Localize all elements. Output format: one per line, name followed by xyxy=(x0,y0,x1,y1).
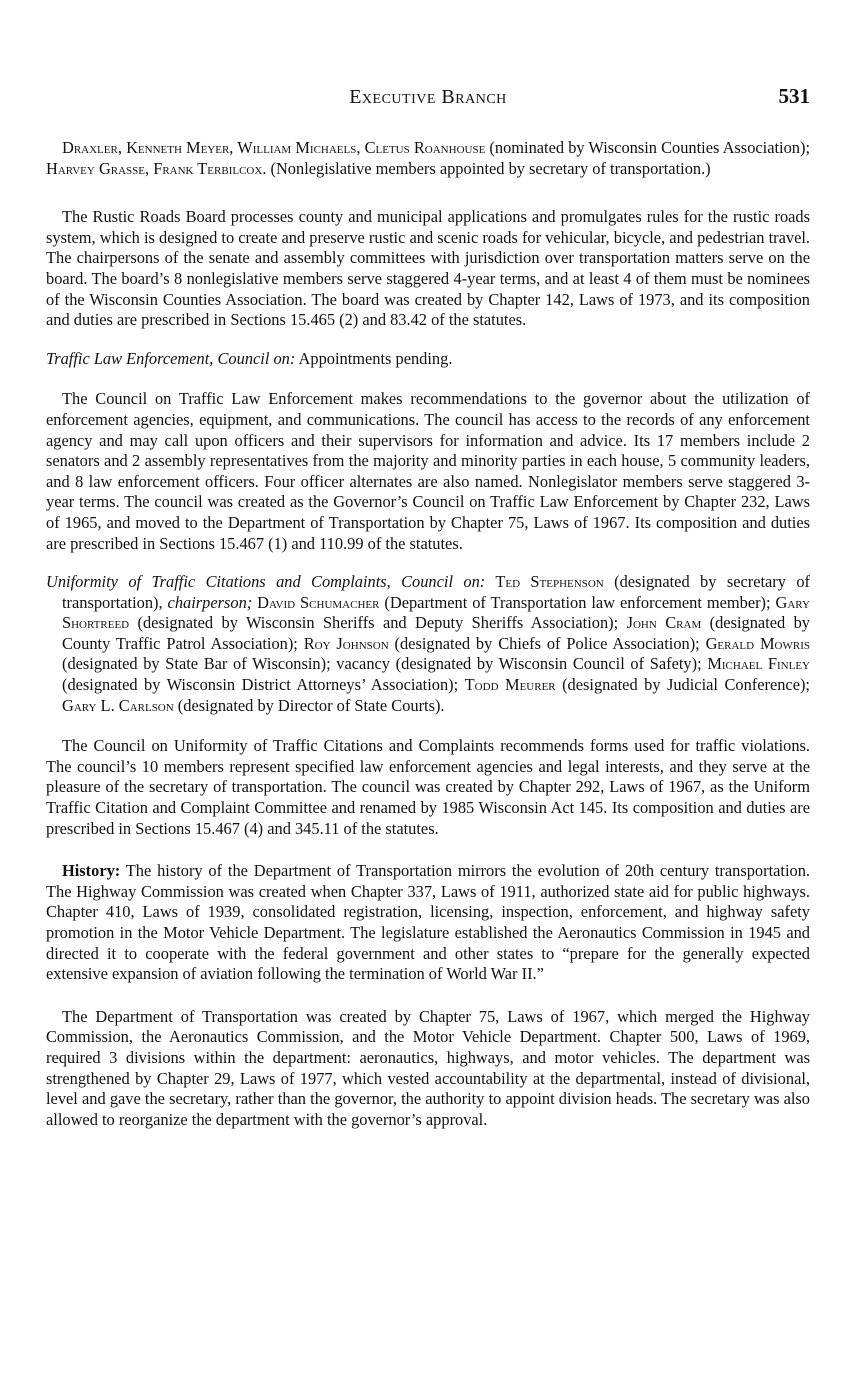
traffic-law-description: The Council on Traffic Law Enforcement makes recommendations to the governor about the utilization of enforcement agencies, equipment, and communications. The council has access to the records of any enforcement agency and may call upon officers and their supervisors for information and advice. Its 17 members include 2 senators and 2 assembly representatives from the majority and minority parties in each house, 5 community leaders, and 8 law enforcement officers. Four officer alternates are also named. Nonlegislator members serve staggered 3-year terms. The council was created as the Governor’s Council on Traffic Law Enforcement by Chapter 232, Laws of 1965, and moved to the Department of Transportation by Chapter 75, Laws of 1967. Its composition and duties are prescribed in Sections 15.467 (1) and 110.99 of the statutes. xyxy=(46,389,810,553)
uniformity-description: The Council on Uniformity of Traffic Citations and Complaints recommends forms used for traffic violations. The council’s 10 members represent specified law enforcement agencies and legal interests, and they serve at the pleasure of the secretary of transportation. The council was created by Chapter 292, Laws of 1967, as the Uniform Traffic Citation and Complaint Committee and renamed by 1985 Wisconsin Act 145. Its composition and duties are prescribed in Sections 15.467 (4) and 345.11 of the statutes. xyxy=(46,736,810,838)
entry-title: Uniformity of Traffic Citations and Complaints, Council on: xyxy=(46,572,486,592)
member-name: Roy Johnson xyxy=(303,633,389,653)
member-name: Todd Meurer xyxy=(464,675,556,695)
member-note: (Department of Transportation law enforcement member); xyxy=(379,592,776,612)
member-name: Gary Shortreed xyxy=(62,592,810,633)
running-header xyxy=(46,86,810,118)
history-label: History: xyxy=(62,861,121,881)
member-note: (designated by Judicial Conference); xyxy=(555,675,810,695)
member-names: Draxler, Kenneth Meyer, William Michaels, Cletus Roanhouse xyxy=(62,138,486,157)
member-name: John Cram xyxy=(626,613,702,633)
member-note: . (Nonlegislative members appointed by secretary of transportation.) xyxy=(262,158,711,178)
member-name: Ted Stephenson xyxy=(485,572,604,592)
member-note: (designated by State Bar of Wisconsin); vacancy (designated by Wisconsin Council of Safety); xyxy=(62,654,708,674)
rustic-roads-description: The Rustic Roads Board processes county and municipal applications and promulgates rules for the rustic roads system, which is designed to create and preserve rustic and scenic roads for vehicular, bicycle, and pedestrian travel. The chairpersons of the senate and assembly committees with jurisdiction over transportation matters serve on the board. The board’s 8 nonlegislative members serve staggered 4-year terms, and at least 4 of them must be nominees of the Wisconsin Counties Association. The board was created by Chapter 142, Laws of 1973, and its composition and duties are prescribed in Sections 15.465 (2) and 83.42 of the statutes. xyxy=(46,207,810,330)
page-number: 531 xyxy=(778,84,810,108)
history-paragraph xyxy=(46,861,810,985)
member-names: Harvey Grasse, Frank Terbilcox xyxy=(46,158,263,178)
chairperson-label: chairperson; xyxy=(167,592,253,612)
entry-title: Traffic Law Enforcement, Council on: xyxy=(46,348,296,368)
member-name: David Schumacher xyxy=(252,592,380,612)
entry-status: Appointments pending. xyxy=(295,348,453,368)
member-note: (designated by Director of State Courts). xyxy=(173,695,445,715)
rustic-roads-members xyxy=(46,138,810,179)
member-name: Michael Finley xyxy=(707,654,810,674)
section-title: Executive Branch xyxy=(349,86,507,108)
member-name: Gary L. Carlson xyxy=(62,695,174,715)
member-note: (designated by Wisconsin Sheriffs and Deputy Sheriffs Association); xyxy=(129,613,627,633)
traffic-law-entry xyxy=(46,349,810,370)
history-continued: The Department of Transportation was created by Chapter 75, Laws of 1967, which merged the Highway Commission, the Aeronautics Commission, and the Motor Vehicle Department. Chapter 500, Laws of 1969, required 3 divisions within the department: aeronautics, highways, and motor vehicles. The department was strengthened by Chapter 29, Laws of 1977, which vested accountability at the departmental, instead of divisional, level and gave the secretary, rather than the governor, the authority to appoint division heads. The secretary was also allowed to reorganize the department with the governor’s approval. xyxy=(46,1006,810,1129)
body-text xyxy=(46,138,810,1130)
history-text: The history of the Department of Transportation mirrors the evolution of 20th century transportation. The Highway Commission was created when Chapter 337, Laws of 1911, authorized state aid for public highways. Chapter 410, Laws of 1939, consolidated registration, licensing, inspection, enforcement, and highway safety promotion in the Motor Vehicle Department. The legislature established the Aeronautics Commission in 1945 and directed it to cooperate with the federal government and other states to “prepare for the generally expected extensive expansion of aviation following the termination of World War II.” xyxy=(46,861,810,984)
member-note: (designated by Chiefs of Police Association); xyxy=(388,633,706,653)
member-name: Gerald Mowris xyxy=(705,633,810,653)
member-note: (nominated by Wisconsin Counties Association); xyxy=(485,138,810,157)
member-note: (designated by County Traffic Patrol Association); xyxy=(62,613,810,653)
member-note: (designated by Wisconsin District Attorneys’ Association); xyxy=(62,675,465,695)
uniformity-entry xyxy=(46,572,810,716)
member-note: (designated by secretary of transportation), xyxy=(62,572,811,612)
